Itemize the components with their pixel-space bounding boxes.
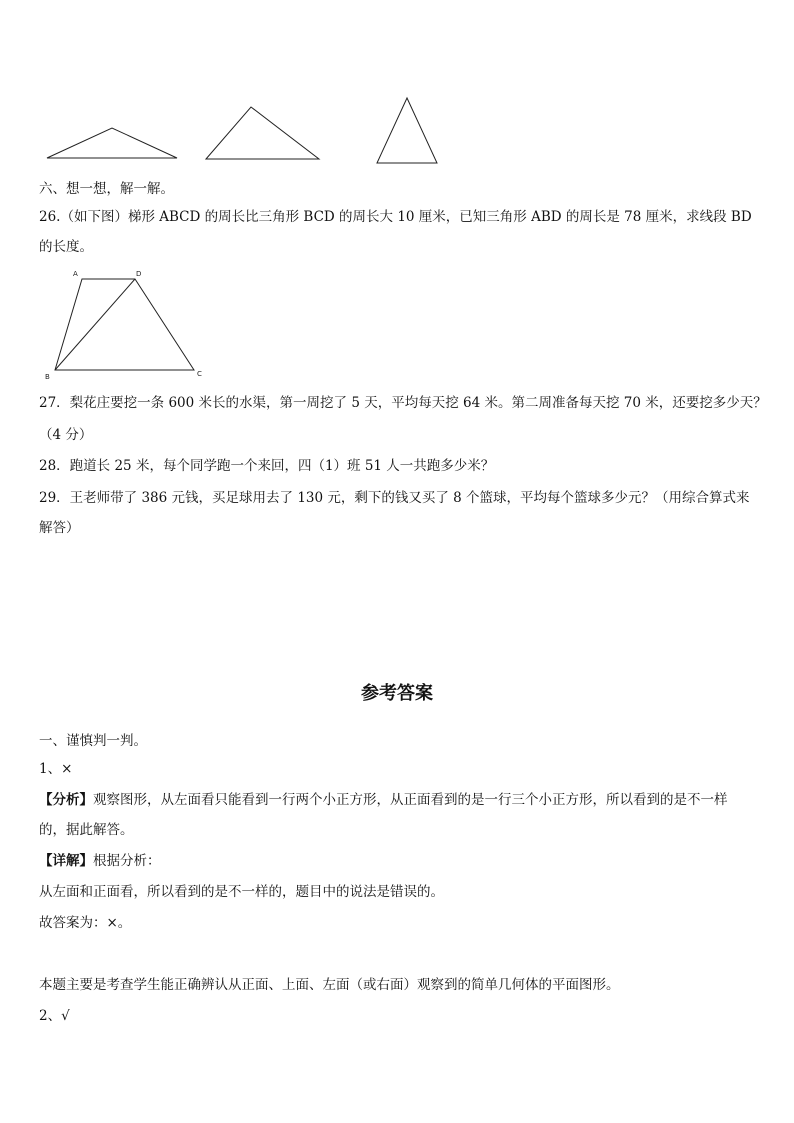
label-b: B (45, 373, 50, 381)
label-d: D (136, 270, 142, 278)
analysis-tag: 【分析】 (39, 792, 93, 808)
q27-line1: 27．梨花庄要挖一条 600 米长的水渠，第一周挖了 5 天，平均每天挖 64 米。第二周准备每天挖 70 米，还要挖多少天？ (39, 395, 767, 411)
detail-line (39, 851, 161, 871)
answer-item1-mark: 1、× (39, 761, 73, 777)
scalene-triangle (206, 107, 319, 159)
q29-line2: 解答） (39, 520, 80, 536)
q28: 28．跑道长 25 米，每个同学跑一个来回，四（1）班 51 人一共跑多少米？ (39, 458, 495, 474)
q27-line2: （4 分） (39, 427, 93, 443)
conclusion: 故答案为：×。 (39, 915, 132, 931)
acute-triangle (377, 98, 437, 163)
trapezoid-abcd (55, 279, 194, 370)
label-a: A (73, 270, 78, 278)
detail-text: 根据分析： (93, 853, 161, 869)
detail-line1: 从左面和正面看，所以看到的是不一样的，题目中的说法是错误的。 (39, 884, 444, 900)
analysis-text: 观察图形，从左面看只能看到一行两个小正方形，从正面看到的是一行三个小正方形，所以看到的是不一样 (93, 792, 728, 808)
obtuse-triangle (47, 128, 177, 158)
q26-line1: 26.（如下图）梯形 ABCD 的周长比三角形 BCD 的周长大 10 厘米，已知三角形 ABD 的周长是 78 厘米，求线段 BD (39, 209, 752, 225)
diagonal-bd (55, 279, 135, 370)
answers-title: 参考答案 (361, 683, 433, 704)
answers-section-one: 一、谨慎判一判。 (39, 733, 147, 749)
summary: 本题主要是考查学生能正确辨认从正面、上面、左面（或右面）观察到的简单几何体的平面图形。 (39, 977, 620, 993)
detail-tag: 【详解】 (39, 853, 93, 869)
q26-line2: 的长度。 (39, 239, 93, 255)
analysis-line1 (39, 790, 728, 810)
trapezoid-figure (45, 270, 202, 381)
analysis-line2: 的，据此解答。 (39, 822, 134, 838)
answer-item2-mark: 2、√ (39, 1008, 70, 1024)
section-six-heading: 六、想一想，解一解。 (39, 181, 174, 197)
q29-line1: 29．王老师带了 386 元钱，买足球用去了 130 元，剩下的钱又买了 8 个篮球，平均每个篮球多少元？（用综合算式来 (39, 490, 750, 506)
label-c: C (197, 370, 202, 378)
